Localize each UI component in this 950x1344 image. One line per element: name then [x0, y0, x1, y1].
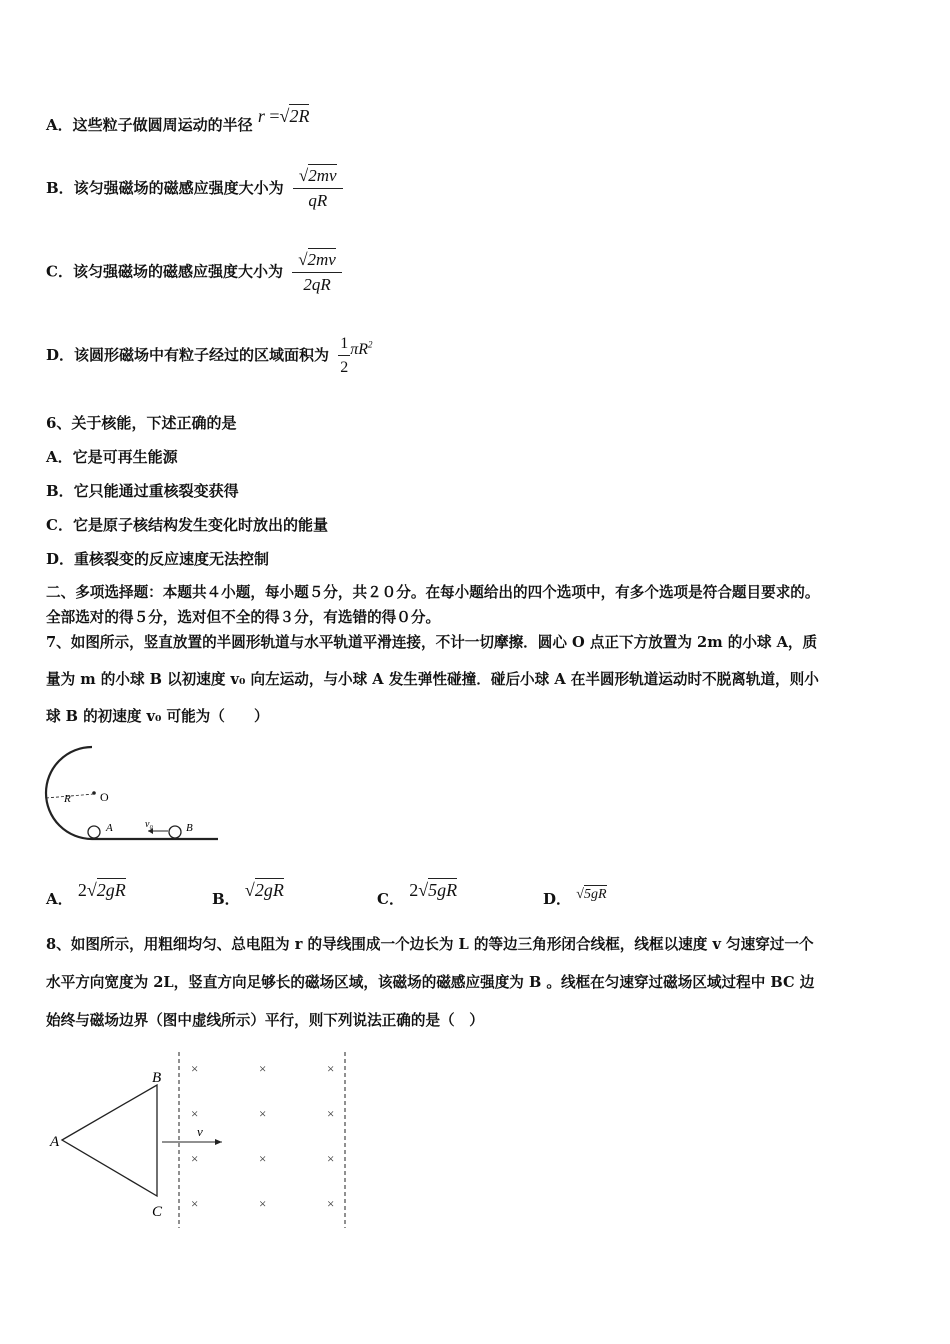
q8-label-a: A — [50, 1134, 60, 1150]
q5-b-root: √ — [298, 166, 309, 185]
section2-line2: 全部选对的得５分，选对但不全的得３分，有选错的得０分。 — [46, 609, 441, 626]
q5-option-a-formula — [258, 106, 310, 126]
q5-d-den: 2 — [340, 359, 349, 376]
q5-d-tail — [350, 341, 372, 358]
field-cross: × — [259, 1106, 267, 1121]
field-cross: × — [191, 1151, 199, 1166]
field-cross: × — [259, 1061, 267, 1076]
q8-triangle-frame — [62, 1085, 157, 1196]
q8-line2: 水平方向宽度为 2L，竖直方向足够长的磁场区域，该磁场的磁感应强度为 B 。线框在匀速穿过磁场区域过程中 BC 边 — [46, 974, 815, 991]
q5-c-den: 2qR — [303, 275, 331, 294]
q5-d-tail-text: πR — [350, 341, 369, 358]
q7-option-a — [46, 880, 126, 909]
field-cross: × — [191, 1106, 199, 1121]
q7-fig-label-o: O — [100, 790, 109, 804]
q5-option-a — [46, 106, 310, 135]
q8-field-crosses — [191, 1061, 334, 1211]
q7-c-coef: 2 — [409, 880, 419, 900]
q7-b-body: 2gR — [254, 880, 284, 900]
q7-fig-label-a: A — [106, 822, 113, 834]
q7-d-root: √ — [576, 887, 584, 902]
q5-d-num: 1 — [338, 334, 350, 356]
q7-c-root: √ — [418, 880, 429, 900]
field-cross: × — [191, 1196, 199, 1211]
q5-a-eq: = — [269, 106, 280, 126]
q7-option-d — [543, 888, 607, 909]
q5-c-root: √ — [298, 250, 308, 269]
field-cross: × — [259, 1196, 267, 1211]
q8-figure — [40, 1050, 360, 1230]
q7-option-d-formula — [576, 887, 606, 902]
q7-center-dot — [92, 791, 96, 795]
q7-d-body: 5gR — [583, 887, 607, 902]
q7-option-c-formula — [409, 880, 457, 900]
q5-option-b-fraction — [293, 166, 343, 211]
q5-option-b-label: B．该匀强磁场的磁感应强度大小为 — [46, 178, 284, 197]
q5-option-d-fraction — [338, 334, 350, 378]
q7-option-b-label: B． — [212, 890, 240, 908]
q7-option-a-label: A． — [46, 890, 73, 908]
q5-b-num: 2mv — [308, 166, 337, 185]
q8-velocity-arrowhead — [215, 1139, 222, 1145]
q5-c-num: 2mv — [307, 250, 336, 269]
q5-b-den: qR — [308, 191, 328, 210]
q5-option-d — [46, 334, 373, 378]
q7-a-coef: 2 — [77, 880, 87, 900]
q7-fig-label-v0: v₀ — [145, 819, 153, 830]
q5-option-c-label: C．该匀强磁场的磁感应强度大小为 — [46, 262, 283, 281]
q8-line3: 始终与磁场边界（图中虚线所示）平行，则下列说法正确的是（ ） — [46, 1012, 484, 1029]
q8-label-v: v — [197, 1124, 203, 1139]
q7-fig-label-b: B — [186, 822, 193, 834]
q7-option-b — [212, 880, 284, 909]
q5-option-b — [46, 166, 343, 211]
q7-line3: 球 B 的初速度 v₀ 可能为（ ） — [46, 708, 269, 725]
field-cross: × — [191, 1061, 199, 1076]
field-cross: × — [327, 1106, 335, 1121]
q7-b-root: √ — [244, 880, 255, 900]
q7-figure — [44, 745, 224, 849]
q7-line1: 7、如图所示，竖直放置的半圆形轨道与水平轨道平滑连接，不计一切摩擦．圆心 O 点正下方放置为 2m 的小球 A，质 — [46, 634, 818, 651]
q6-option-a: A．它是可再生能源 — [46, 448, 178, 466]
q7-a-root: √ — [86, 880, 97, 900]
field-cross: × — [259, 1151, 267, 1166]
q5-a-root: √ — [279, 106, 290, 126]
q7-a-body: 2gR — [96, 880, 126, 900]
field-cross: × — [327, 1151, 335, 1166]
q7-ball-b — [169, 826, 181, 838]
q6-option-d: D．重核裂变的反应速度无法控制 — [46, 550, 270, 568]
q7-option-a-formula — [78, 880, 126, 900]
q7-line2: 量为 m 的小球 B 以初速度 v₀ 向左运动，与小球 A 发生弹性碰撞．碰后小球 A 在半圆形轨道运动时不脱离轨道，则小 — [46, 671, 819, 688]
q7-c-body: 5gR — [428, 880, 458, 900]
section2-line1: 二、多项选择题：本题共４小题，每小题５分，共２０分。在每小题给出的四个选项中，有多个选项是符合题目要求的。 — [46, 584, 820, 601]
q7-fig-label-r: R — [64, 793, 71, 805]
q8-label-b: B — [152, 1070, 162, 1086]
q5-option-c-fraction — [292, 250, 342, 295]
q6-stem: 6、关于核能，下述正确的是 — [46, 414, 237, 432]
q7-ball-a — [88, 826, 100, 838]
q6-option-b: B．它只能通过重核裂变获得 — [46, 482, 239, 500]
q8-line1: 8、如图所示，用粗细均匀、总电阻为 r 的导线围成一个边长为 L 的等边三角形闭合线框，线框以速度 v 匀速穿过一个 — [46, 936, 814, 953]
q7-option-b-formula — [245, 880, 284, 900]
q6-option-c: C．它是原子核结构发生变化时放出的能量 — [46, 516, 328, 534]
q5-a-var: r — [257, 106, 265, 126]
q8-label-c: C — [152, 1204, 163, 1220]
q5-d-sup: 2 — [368, 339, 373, 350]
q5-option-a-label: A．这些粒子做圆周运动的半径 — [46, 116, 253, 134]
q5-option-d-label: D．该圆形磁场中有粒子经过的区域面积为 — [46, 346, 330, 364]
field-cross: × — [327, 1196, 335, 1211]
q7-option-c-label: C． — [377, 890, 404, 908]
q5-option-c — [46, 250, 342, 295]
q7-option-c — [377, 880, 458, 909]
q7-option-d-label: D． — [543, 890, 572, 908]
field-cross: × — [327, 1061, 335, 1076]
q5-a-body: 2R — [289, 106, 310, 126]
